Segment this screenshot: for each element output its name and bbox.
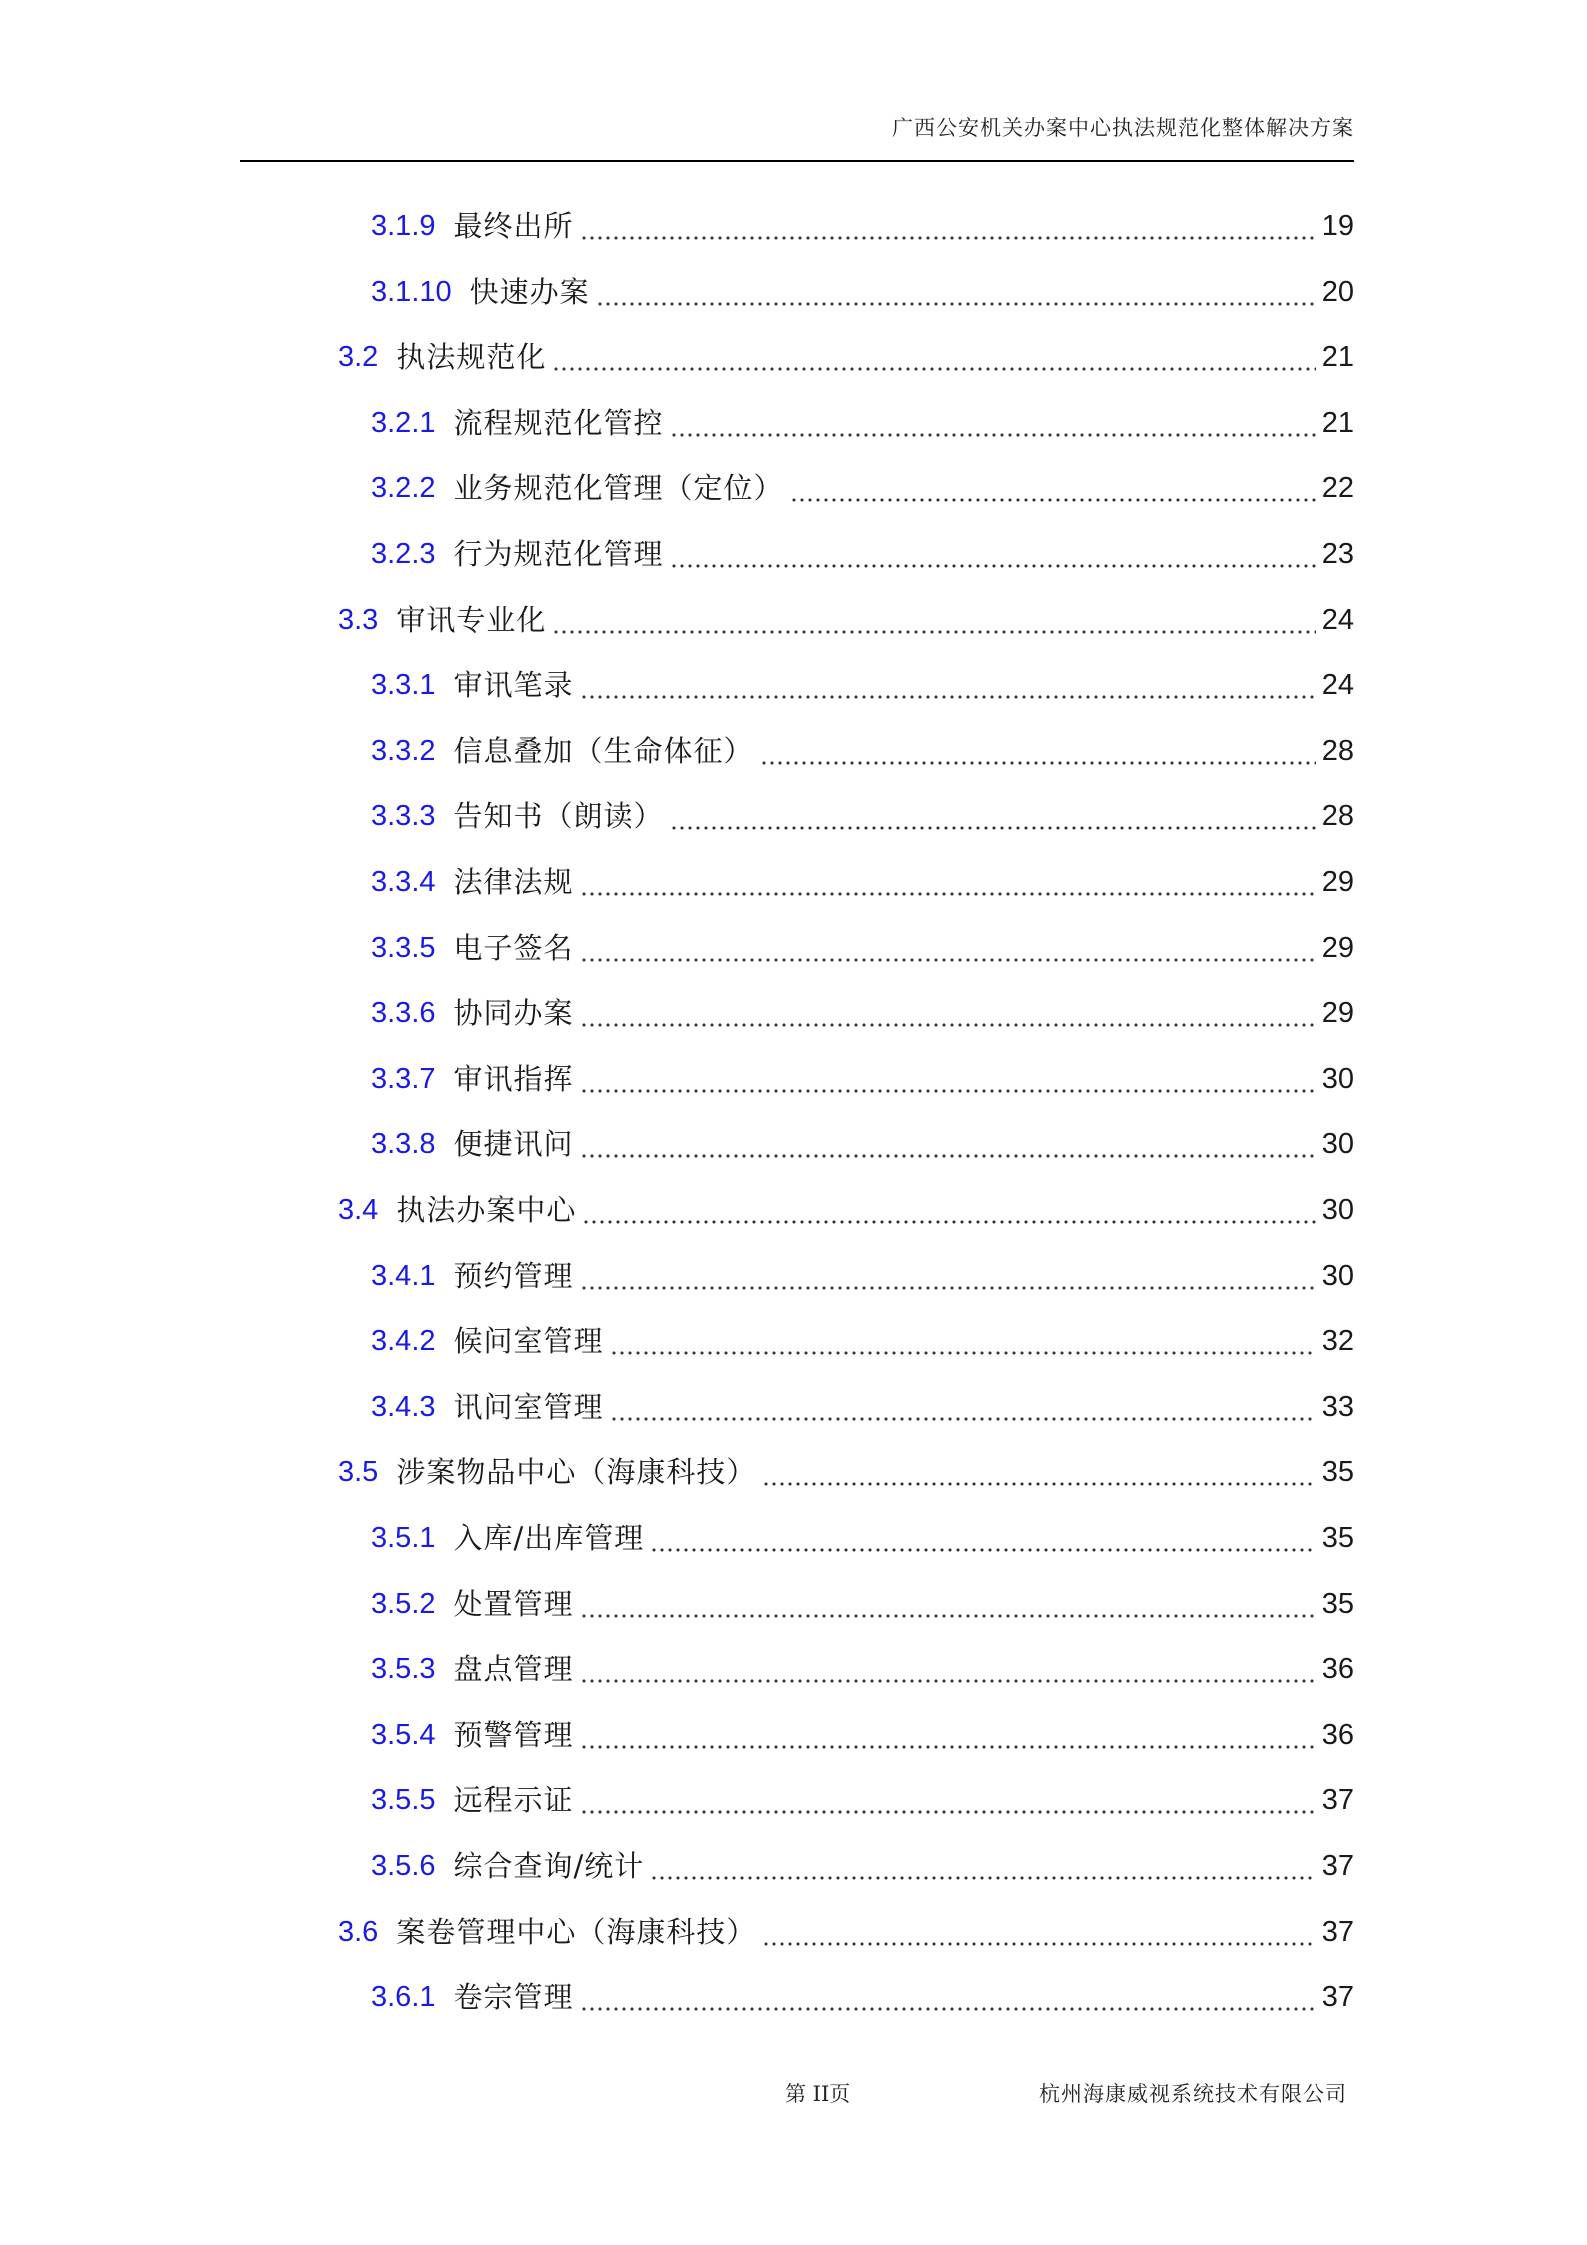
toc-leader-dots xyxy=(580,662,1316,708)
toc-entry[interactable] xyxy=(371,531,1354,577)
toc-entry-title[interactable]: 最终出所 xyxy=(453,209,574,243)
toc-leader-dots xyxy=(580,1646,1316,1692)
toc-leader-dots xyxy=(580,1581,1316,1627)
toc-entry-number[interactable]: 3.3.5 xyxy=(371,931,436,964)
toc-entry[interactable] xyxy=(338,334,1354,380)
toc-entry-page[interactable]: 30 xyxy=(1321,1128,1354,1161)
toc-entry-title[interactable]: 综合查询/统计 xyxy=(453,1849,645,1883)
toc-entry-title[interactable]: 处置管理 xyxy=(453,1586,574,1621)
toc-leader-dots xyxy=(580,203,1316,249)
toc-entry-number[interactable]: 3.2.1 xyxy=(371,406,436,439)
toc-leader-dots xyxy=(610,1318,1316,1364)
toc-entry-title[interactable]: 电子签名 xyxy=(453,930,574,965)
toc-entry-page[interactable]: 30 xyxy=(1321,1062,1354,1095)
toc-entry[interactable] xyxy=(371,1384,1354,1430)
toc-leader-dots xyxy=(580,1712,1316,1758)
toc-entry-title[interactable]: 便捷讯问 xyxy=(453,1127,574,1162)
toc-entry[interactable] xyxy=(371,1253,1354,1299)
toc-entry-title[interactable]: 执法规范化 xyxy=(396,340,547,375)
toc-leader-dots xyxy=(762,1909,1315,1955)
toc-leader-dots xyxy=(580,1121,1316,1167)
toc-leader-dots xyxy=(670,400,1316,446)
toc-entry[interactable] xyxy=(371,1974,1354,2020)
toc-entry-number[interactable]: 3.6.1 xyxy=(371,1981,436,2014)
toc-entry-title[interactable]: 案卷管理中心（海康科技） xyxy=(396,1914,757,1949)
toc-entry-page[interactable]: 32 xyxy=(1321,1325,1354,1358)
header-divider xyxy=(240,160,1354,162)
toc-entry-page[interactable]: 23 xyxy=(1321,538,1354,570)
toc-entry-page[interactable]: 37 xyxy=(1321,1915,1354,1948)
toc-leader-dots xyxy=(670,531,1316,577)
toc-entry-number[interactable]: 3.2.2 xyxy=(371,472,436,505)
toc-entry-page[interactable]: 36 xyxy=(1321,1653,1354,1686)
page-number: 第 II页 xyxy=(785,2082,851,2106)
toc-entry-title[interactable]: 法律法规 xyxy=(453,865,574,899)
toc-entry-title[interactable]: 行为规范化管理 xyxy=(453,537,664,571)
toc-entry-page[interactable]: 21 xyxy=(1321,406,1354,439)
toc-entry-page[interactable]: 37 xyxy=(1321,1784,1354,1817)
toc-entry-page[interactable]: 24 xyxy=(1321,669,1354,702)
toc-leader-dots xyxy=(760,728,1316,774)
toc-entry[interactable] xyxy=(371,400,1354,446)
toc-entry-number[interactable]: 3.5.1 xyxy=(371,1522,436,1554)
toc-entry-page[interactable]: 28 xyxy=(1321,800,1354,833)
toc-leader-dots xyxy=(610,1384,1316,1430)
toc-entry-page[interactable]: 29 xyxy=(1321,997,1354,1030)
toc-entry-page[interactable]: 19 xyxy=(1321,210,1354,242)
toc-leader-dots xyxy=(670,793,1316,839)
toc-entry[interactable] xyxy=(371,925,1354,971)
toc-entry-number[interactable]: 3.5.6 xyxy=(371,1850,436,1882)
toc-entry-number[interactable]: 3.5.3 xyxy=(371,1653,436,1686)
toc-entry-title[interactable]: 业务规范化管理（定位） xyxy=(453,471,784,506)
toc-entry-title[interactable]: 远程示证 xyxy=(453,1783,574,1818)
toc-entry-number[interactable]: 3.1.10 xyxy=(371,275,452,308)
toc-entry-title[interactable]: 盘点管理 xyxy=(453,1652,574,1687)
toc-entry-page[interactable]: 35 xyxy=(1321,1587,1354,1620)
toc-leader-dots xyxy=(790,465,1316,511)
toc-entry[interactable] xyxy=(371,1712,1354,1758)
toc-entry-title[interactable]: 涉案物品中心（海康科技） xyxy=(396,1455,757,1490)
toc-entry-number[interactable]: 3.3.4 xyxy=(371,866,436,898)
toc-entry[interactable] xyxy=(371,859,1354,905)
toc-entry-page[interactable]: 20 xyxy=(1321,275,1354,308)
company-name: 杭州海康威视系统技术有限公司 xyxy=(1039,2082,1347,2106)
toc-entry-page[interactable]: 37 xyxy=(1321,1981,1354,2014)
toc-entry-title[interactable]: 协同办案 xyxy=(453,996,574,1031)
toc-entry-number[interactable]: 3.2.3 xyxy=(371,538,436,570)
toc-leader-dots xyxy=(650,1843,1315,1889)
toc-entry-page[interactable]: 29 xyxy=(1321,866,1354,898)
toc-entry-page[interactable]: 37 xyxy=(1321,1850,1354,1882)
toc-leader-dots xyxy=(580,1974,1316,2020)
toc-leader-dots xyxy=(580,1056,1316,1102)
toc-leader-dots xyxy=(552,597,1315,643)
toc-leader-dots xyxy=(762,1449,1315,1495)
toc-entry[interactable] xyxy=(371,269,1354,315)
toc-entry[interactable] xyxy=(338,1909,1354,1955)
toc-entry-page[interactable]: 36 xyxy=(1321,1718,1354,1751)
toc-entry-page[interactable]: 22 xyxy=(1321,472,1354,505)
toc-entry-title[interactable]: 流程规范化管控 xyxy=(453,405,664,440)
toc-entry[interactable] xyxy=(371,1646,1354,1692)
toc-entry-number[interactable]: 3.5.4 xyxy=(371,1718,436,1751)
toc-entry-page[interactable]: 30 xyxy=(1321,1194,1354,1226)
toc-entry-title[interactable]: 执法办案中心 xyxy=(396,1193,577,1227)
toc-entry-number[interactable]: 3.3.3 xyxy=(371,800,436,833)
toc-entry-title[interactable]: 卷宗管理 xyxy=(453,1980,574,2015)
toc-entry-number[interactable]: 3.4 xyxy=(338,1194,379,1226)
toc-entry-title[interactable]: 入库/出库管理 xyxy=(453,1521,645,1555)
toc-entry-page[interactable]: 30 xyxy=(1321,1259,1354,1292)
toc-entry-number[interactable]: 3.6 xyxy=(338,1915,379,1948)
toc-entry[interactable] xyxy=(371,203,1354,249)
toc-entry-page[interactable]: 29 xyxy=(1321,931,1354,964)
toc-entry-page[interactable]: 24 xyxy=(1321,603,1354,636)
toc-entry-page[interactable]: 35 xyxy=(1321,1522,1354,1554)
toc-entry-page[interactable]: 21 xyxy=(1321,341,1354,374)
toc-leader-dots xyxy=(582,1187,1315,1233)
toc-entry-title[interactable]: 预约管理 xyxy=(453,1258,574,1293)
toc-entry-number[interactable]: 3.4.2 xyxy=(371,1325,436,1358)
toc-entry-title[interactable]: 告知书（朗读） xyxy=(453,799,664,834)
toc-entry[interactable] xyxy=(371,1777,1354,1823)
toc-entry[interactable] xyxy=(371,728,1354,774)
toc-leader-dots xyxy=(650,1515,1315,1561)
toc-entry-number[interactable]: 3.2 xyxy=(338,341,379,374)
toc-entry-number[interactable]: 3.3.2 xyxy=(371,734,436,767)
toc-entry-title[interactable]: 审讯笔录 xyxy=(453,668,574,703)
toc-leader-dots xyxy=(580,1777,1316,1823)
toc-entry[interactable] xyxy=(371,1843,1354,1889)
toc-entry-page[interactable]: 35 xyxy=(1321,1456,1354,1489)
toc-entry-number[interactable]: 3.3.1 xyxy=(371,669,436,702)
toc-entry-title[interactable]: 候问室管理 xyxy=(453,1324,604,1359)
toc-leader-dots xyxy=(552,334,1315,380)
toc-entry-title[interactable]: 审讯专业化 xyxy=(396,602,547,637)
toc-leader-dots xyxy=(580,1253,1316,1299)
toc-entry-page[interactable]: 33 xyxy=(1321,1390,1354,1423)
toc-entry[interactable] xyxy=(371,1318,1354,1364)
toc-entry[interactable] xyxy=(371,793,1354,839)
toc-entry[interactable] xyxy=(338,1187,1354,1233)
toc-entry-title[interactable]: 讯问室管理 xyxy=(453,1389,604,1424)
toc-entry-number[interactable]: 3.3 xyxy=(338,603,379,636)
toc-leader-dots xyxy=(580,859,1316,905)
toc-entry[interactable] xyxy=(371,1056,1354,1102)
toc-entry[interactable] xyxy=(371,1515,1354,1561)
toc-leader-dots xyxy=(580,990,1316,1036)
toc-entry[interactable] xyxy=(371,465,1354,511)
toc-entry-number[interactable]: 3.1.9 xyxy=(371,210,436,242)
toc-entry-title[interactable]: 信息叠加（生命体征） xyxy=(453,733,754,768)
toc-entry-number[interactable]: 3.5.2 xyxy=(371,1587,436,1620)
toc-leader-dots xyxy=(580,925,1316,971)
toc-entry-number[interactable]: 3.5 xyxy=(338,1456,379,1489)
toc-entry-number[interactable]: 3.4.3 xyxy=(371,1390,436,1423)
toc-entry-title[interactable]: 审讯指挥 xyxy=(453,1061,574,1096)
toc-entry-page[interactable]: 28 xyxy=(1321,734,1354,767)
toc-entry[interactable] xyxy=(338,597,1354,643)
toc-entry[interactable] xyxy=(338,1449,1354,1495)
document-title: 广西公安机关办案中心执法规范化整体解决方案 xyxy=(892,116,1354,140)
toc-entry-number[interactable]: 3.4.1 xyxy=(371,1259,436,1292)
toc-entry-title[interactable]: 预警管理 xyxy=(453,1717,574,1752)
toc-entry-title[interactable]: 快速办案 xyxy=(469,274,590,309)
toc-entry-number[interactable]: 3.3.6 xyxy=(371,997,436,1030)
toc-entry[interactable] xyxy=(371,662,1354,708)
toc-entry[interactable] xyxy=(371,990,1354,1036)
toc-entry-number[interactable]: 3.3.8 xyxy=(371,1128,436,1161)
toc-entry[interactable] xyxy=(371,1121,1354,1167)
toc-entry-number[interactable]: 3.5.5 xyxy=(371,1784,436,1817)
toc-entry[interactable] xyxy=(371,1581,1354,1627)
toc-entry-number[interactable]: 3.3.7 xyxy=(371,1062,436,1095)
toc-leader-dots xyxy=(596,269,1316,315)
